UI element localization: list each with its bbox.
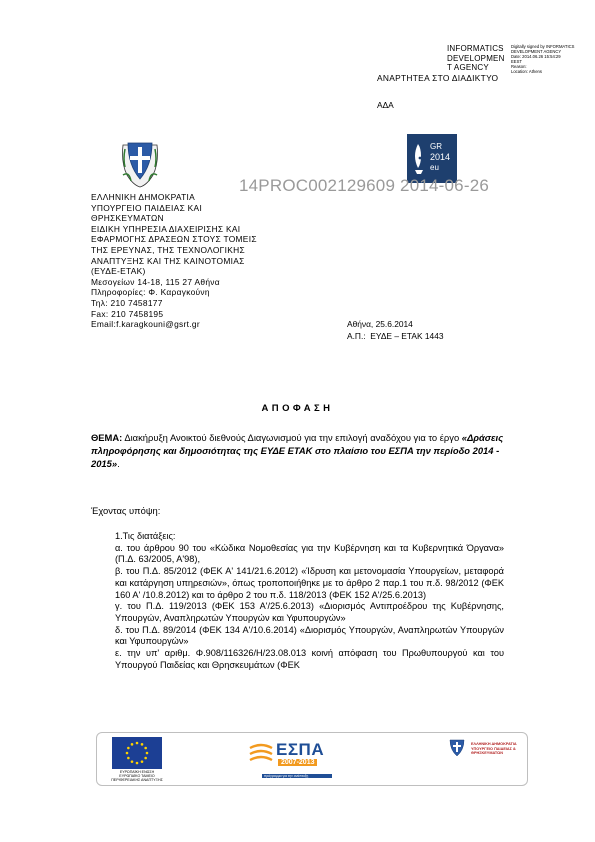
eu-star-icon — [136, 742, 139, 745]
sender-line: ΕΦΑΡΜΟΓΗΣ ΔΡΑΣΕΩΝ ΣΤΟΥΣ ΤΟΜΕΙΣ — [91, 234, 257, 245]
provisions-block — [115, 531, 504, 671]
subject-text: Διακήρυξη Ανοικτού διεθνούς Διαγωνισμού για την επιλογή αναδόχου για το έργο — [122, 432, 462, 443]
eu-star-icon — [146, 752, 149, 755]
eu-star-icon — [126, 752, 129, 755]
provision-item: γ. του Π.Δ. 119/2013 (ΦΕΚ 153 Α'/25.6.2013) «Διορισμός Αντιπροέδρου της Κυβέρνησης, Υπουργών, Αναπληρωτών Υπουργών και Υφυπουργών» — [115, 601, 504, 623]
espa-logo — [248, 740, 338, 774]
document-title: ΑΠΟΦΑΣΗ — [261, 403, 334, 414]
signature-org-label: INFORMATICS DEVELOPMEN T AGENCY — [447, 44, 505, 73]
sender-block — [91, 192, 301, 330]
eu-star-icon — [131, 760, 134, 763]
publish-note: ΑΝΑΡΤΗΤΕΑ ΣΤΟ ΔΙΑΔΙΚΤΥΟ — [377, 73, 499, 83]
provision-item: β. του Π.Δ. 85/2012 (ΦΕΚ Α' 141/21.6.2012) «Ίδρυση και μετονομασία Υπουργείων, μεταφορά και κατάργηση υπηρεσιών», όπως τροποποιήθηκε με το άρθρο 2 παρ.1 του π.δ. 98/2012 (ΦΕΚ 160 Α' /10.8.2012) και το άρθρο 2 του π.δ. 118/2013 (ΦΕΚ 152 Α'/25.6.2013) — [115, 566, 504, 600]
subject-label: ΘΕΜΑ: — [91, 432, 123, 443]
subject-end: . — [117, 458, 120, 470]
sender-line: ΑΝΑΠΤΥΞΗΣ ΚΑΙ ΤΗΣ ΚΑΙΝΟΤΟΜΙΑΣ — [91, 255, 245, 266]
provision-item: α. του άρθρου 90 του «Κώδικα Νομοθεσίας για την Κυβέρνηση και τα Κυβερνητικά Όργανα» (Π.Δ. 63/2005, Α'98), — [115, 542, 504, 565]
eu-star-icon — [131, 743, 134, 746]
ministry-emblem-icon — [448, 737, 466, 759]
sender-address: Μεσογείων 14-18, 115 27 Αθήνα — [91, 276, 220, 287]
date-line: Αθήνα, 25.6.2014 — [347, 319, 413, 329]
ministry-caption-line: ΕΛΛΗΝΙΚΗ ΔΗΜΟΚΡΑΤΙΑ — [471, 742, 517, 746]
protocol-line: Α.Π.: ΕΥΔΕ – ΕΤΑΚ 1443 — [347, 331, 444, 341]
signature-detail-line: Digitally signed by INFORMATICS — [511, 44, 575, 49]
sender-line: ΕΙΔΙΚΗ ΥΠΗΡΕΣΙΑ ΔΙΑΧΕΙΡΙΣΗΣ ΚΑΙ — [91, 223, 241, 234]
eu-caption-line: ΕΥΡΩΠΑΪΚΟ ΤΑΜΕΙΟ — [119, 774, 155, 779]
ministry-caption-line: ΘΡΗΣΚΕΥΜΑΤΩΝ — [471, 751, 503, 756]
provisions-heading: 1.Τις διατάξεις: — [115, 531, 176, 541]
eu-caption-line: ΠΕΡΙΦΕΡΕΙΑΚΗΣ ΑΝΑΠΤΥΞΗΣ — [111, 778, 163, 783]
eu-star-icon — [136, 762, 139, 765]
eu-star-icon — [144, 757, 147, 760]
signature-detail-line: EEST — [511, 59, 522, 64]
subject-project-title: «Δράσεις πληροφόρησης και δημοσιότητας της ΕΥΔΕ ΕΤΑΚ στο πλαίσιο του ΕΣΠΑ την περίοδο 2014 - 2015» — [91, 432, 504, 470]
gr-logo-text: GR — [430, 142, 442, 151]
provision-item: ε. την υπ' αριθμ. Φ.908/116326/Η/23.08.013 κοινή απόφαση του Πρωθυπουργού και του Υπουργού Παιδείας και Θρησκευμάτων (ΦΕΚ — [115, 648, 504, 670]
signature-detail-line: DEVELOPMENT AGENCY — [511, 49, 562, 54]
eu-flag-icon — [112, 737, 162, 769]
gr-logo-year: 2014 — [430, 152, 451, 162]
sender-phone: Τηλ: 210 7458177 — [91, 297, 163, 308]
signature-detail-line: Location: Athens — [511, 69, 542, 74]
greek-coat-of-arms-icon — [119, 135, 161, 189]
eu-star-icon — [141, 743, 144, 746]
ada-label: ΑΔΑ — [377, 100, 394, 110]
espa-years: 2007-2013 — [278, 759, 317, 766]
sender-line: ΤΗΣ ΕΡΕΥΝΑΣ, ΤΗΣ ΤΕΧΝΟΛΟΓΙΚΗΣ — [91, 244, 245, 255]
sender-line: ΥΠΟΥΡΓΕΙΟ ΠΑΙΔΕΙΑΣ ΚΑΙ — [91, 202, 203, 213]
sender-line: (ΕΥΔΕ-ΕΤΑΚ) — [91, 266, 146, 277]
sender-line: ΕΛΛΗΝΙΚΗ ΔΗΜΟΚΡΑΤΙΑ — [91, 192, 196, 202]
provision-item: δ. του Π.Δ. 89/2014 (ΦΕΚ 134 Α'/10.6.2014) «Διορισμός Υπουργών, Αναπληρωτών Υπουργών και Υφυπουργών» — [115, 624, 504, 647]
considering-heading: Έχοντας υπόψη: — [91, 505, 161, 516]
eu-caption — [104, 770, 170, 783]
subject-paragraph — [91, 431, 511, 471]
eu-star-icon — [141, 760, 144, 763]
ministry-caption — [471, 742, 527, 756]
signature-detail-line: Date: 2014.06.26 15:54:29 — [511, 54, 561, 59]
sender-fax: Fax: 210 7458195 — [91, 308, 164, 319]
ada-code-watermark: 14PROC002129609 2014-06-26 — [239, 176, 489, 195]
eu-caption-line: ΕΥΡΩΠΑΪΚΗ ΕΝΩΣΗ — [119, 770, 155, 774]
eu-star-icon — [144, 747, 147, 750]
ministry-caption-line: ΥΠΟΥΡΓΕΙΟ ΠΑΙΔΕΙΑΣ & — [471, 746, 516, 751]
signature-detail-line: Reason: — [511, 64, 527, 69]
espa-caption: πρόγραμμα για την ανάπτυξη — [264, 774, 309, 778]
signature-details — [511, 44, 586, 74]
sender-line: ΘΡΗΣΚΕΥΜΑΤΩΝ — [91, 213, 164, 224]
gr-logo-eu: eu — [430, 163, 439, 172]
sender-email: Email:f.karagkouni@gsrt.gr — [91, 319, 200, 330]
eu-star-icon — [127, 757, 130, 760]
greek-flag-icon — [256, 769, 258, 771]
sender-contact: Πληροφορίες: Φ. Καραγκούνη — [91, 287, 210, 298]
espa-title: ΕΣΠΑ — [276, 740, 325, 759]
eu-star-icon — [127, 747, 130, 750]
